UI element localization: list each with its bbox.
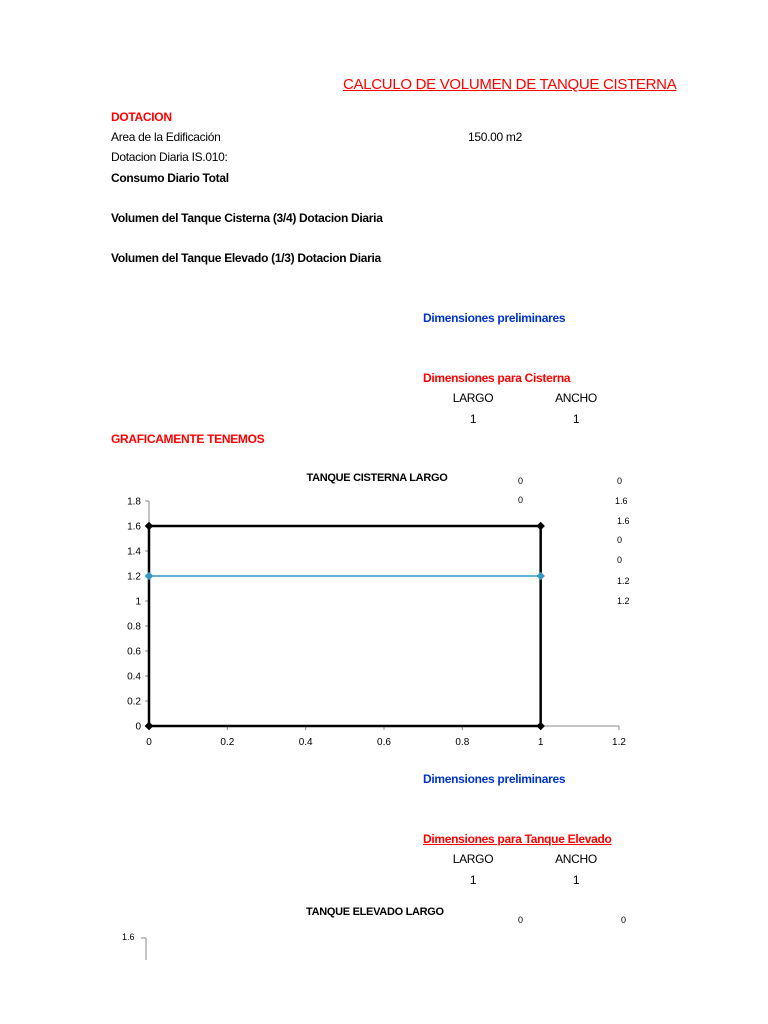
side-value: 1.2 [617, 576, 630, 586]
data-point [536, 572, 544, 580]
side-value: 0 [617, 476, 623, 486]
side-value: 0 [621, 915, 627, 925]
elevado-chart-axis [0, 930, 630, 960]
side-value: 0 [617, 535, 623, 545]
elevado-ancho-header: ANCHO [555, 852, 597, 866]
y-tick-label: 0.4 [127, 671, 141, 683]
y-tick-label: 1.2 [127, 571, 141, 583]
x-tick-label: 0 [146, 737, 152, 748]
elevado-ancho-value: 1 [572, 873, 580, 887]
data-point [536, 522, 544, 530]
x-tick-label: 0.8 [455, 737, 470, 748]
cisterna-largo-value: 1 [469, 412, 477, 426]
page-title: CALCULO DE VOLUMEN DE TANQUE CISTERNA [343, 76, 677, 93]
dotacion-heading: DOTACION [111, 110, 172, 124]
x-tick-label: 1.2 [612, 737, 626, 748]
x-tick-label: 0.6 [377, 737, 391, 748]
elevado-chart-title: TANQUE ELEVADO LARGO [306, 906, 444, 918]
area-value: 150.00 m2 [468, 130, 523, 144]
data-point [145, 572, 153, 580]
chart-title: TANQUE CISTERNA LARGO [306, 472, 448, 484]
elevado-largo-value: 1 [469, 873, 477, 887]
series-line [149, 526, 541, 726]
cisterna-dims-label: Dimensiones para Cisterna [423, 371, 571, 385]
elevado-prelim-label: Dimensiones preliminares [423, 772, 566, 786]
y-tick-label: 0.2 [127, 696, 141, 708]
y-tick-label: 1 [135, 596, 141, 608]
dotacion-diaria-label: Dotacion Diaria IS.010: [111, 150, 228, 164]
elevado-largo-header: LARGO [452, 852, 494, 866]
x-tick-label: 0.2 [220, 737, 235, 748]
y-tick-label: 0 [135, 721, 141, 733]
y-tick-label: 1.4 [127, 546, 141, 558]
elevado-y-top-label: 1.6 [122, 932, 135, 942]
side-value: 0 [617, 555, 623, 565]
volumen-cisterna-label: Volumen del Tanque Cisterna (3/4) Dotacion Diaria [111, 211, 383, 225]
side-value: 0 [518, 915, 524, 925]
elevado-dims-label: Dimensiones para Tanque Elevado [423, 832, 612, 846]
data-point [145, 522, 153, 530]
y-tick-label: 1.6 [127, 521, 141, 533]
side-value: 0 [518, 495, 524, 505]
cisterna-ancho-value: 1 [572, 412, 580, 426]
cisterna-largo-header: LARGO [452, 391, 494, 405]
volumen-elevado-label: Volumen del Tanque Elevado (1/3) Dotacion Diaria [111, 251, 381, 265]
cisterna-prelim-label: Dimensiones preliminares [423, 311, 566, 325]
x-tick-label: 1 [537, 737, 544, 748]
cisterna-ancho-header: ANCHO [555, 391, 597, 405]
area-label: Area de la Edificación [111, 130, 221, 144]
side-value: 1.6 [617, 516, 630, 526]
y-tick-label: 1.8 [127, 496, 141, 508]
data-point [536, 722, 544, 730]
consumo-diario-label: Consumo Diario Total [111, 171, 229, 185]
x-tick-label: 0.4 [298, 737, 313, 748]
side-value: 1.6 [615, 496, 628, 506]
side-value: 1.2 [617, 596, 630, 606]
cisterna-chart [0, 460, 630, 780]
y-tick-label: 0.6 [127, 646, 141, 658]
data-point [145, 722, 153, 730]
graficamente-heading: GRAFICAMENTE TENEMOS [111, 432, 265, 446]
y-tick-label: 0.8 [127, 621, 141, 633]
side-value: 0 [518, 476, 524, 486]
